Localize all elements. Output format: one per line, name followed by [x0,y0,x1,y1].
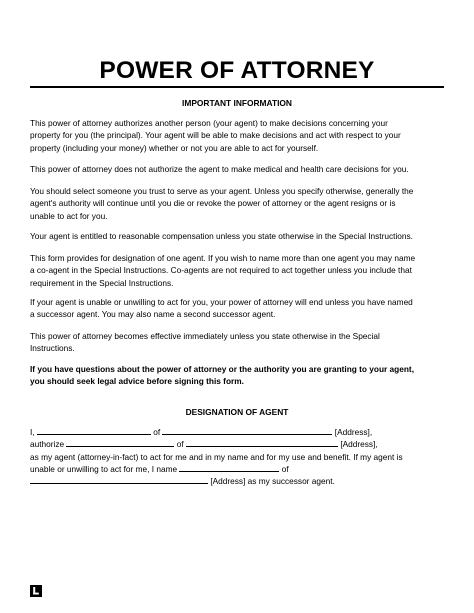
successor-of-label: of [281,463,289,474]
text-line: property (including your money) whether or not you are able to act for yourself. [30,142,319,153]
designation-line-agent [30,438,450,450]
designation-line-successor [30,463,450,475]
text-line: This power of attorney authorizes another person (your agent) to make decisions concerning your [30,118,388,128]
paragraph-select-agent [30,185,450,222]
principal-prefix: I, [30,427,35,437]
successor-address-label: [Address] as my successor agent. [210,476,335,487]
agent-name-field[interactable] [66,438,174,447]
successor-address-field[interactable] [30,475,208,484]
text-line: This power of attorney becomes effective immediately unless you state otherwise in the Special [30,331,380,341]
text-line: If you have questions about the power of attorney or the authority you are granting to your agent, [30,364,414,374]
paragraph-legal-advice [30,363,450,388]
paragraph-authorization [30,117,450,154]
paragraph-successor [30,296,450,321]
text-line: property for you (the principal). Your agent will be able to make decisions and act with respect to your [30,130,401,141]
designation-line-successor-address [30,475,450,487]
principal-address-field[interactable] [162,426,332,435]
text-line: If your agent is unable or unwilling to act for you, your power of attorney will end unless you have named [30,297,413,307]
text-line: requirement in the Special Instructions. [30,277,174,288]
paragraph-effective [30,330,450,355]
agent-address-label: [Address], [340,439,378,450]
successor-name-field[interactable] [179,463,279,472]
successor-intro: unable or unwilling to act for me, I name [30,463,178,474]
legal-templates-logo-icon [30,585,42,597]
designation-form [30,426,450,487]
designation-line-principal [30,426,450,438]
text-line: you should seek legal advice before signing this form. [30,376,244,387]
text-line: Instructions. [30,343,75,354]
principal-address-label: [Address], [334,427,373,437]
agent-of-label: of [176,439,184,450]
authorize-label: authorize [30,439,65,450]
document-title: POWER OF ATTORNEY [99,57,375,84]
paragraph-designation [30,252,450,289]
text-line: Your agent is entitled to reasonable compensation unless you state otherwise in the Special Instructions. [30,231,413,241]
text-line: a co-agent in the Special Instructions. Co-agents are not required to act together unless you include that [30,265,412,276]
text-line: This form provides for designation of one agent. If you wish to name more than one agent you may name [30,253,416,263]
text-line: agent's authority will continue until you die or revoke the power of attorney or the agent resigns or is [30,198,396,209]
text-line: You should select someone you trust to serve as your agent. Unless you specify otherwise, generally the [30,186,414,196]
text-line: This power of attorney does not authorize the agent to make medical and health care decisions for you. [30,164,409,174]
designation-line-text: as my agent (attorney-in-fact) to act for me and in my name and for my use and benefit. If my agent is [30,451,403,462]
principal-name-field[interactable] [37,426,151,435]
paragraph-medical [30,163,450,175]
important-information-heading: IMPORTANT INFORMATION [182,98,292,108]
text-line: a successor agent. You may also name a second successor agent. [30,309,276,320]
agent-address-field[interactable] [186,438,338,447]
paragraph-compensation [30,230,450,242]
text-line: unable to act for you. [30,210,108,221]
title-divider [30,86,444,88]
designation-of-agent-heading: DESIGNATION OF AGENT [185,407,289,417]
principal-of-label: of [153,427,161,437]
